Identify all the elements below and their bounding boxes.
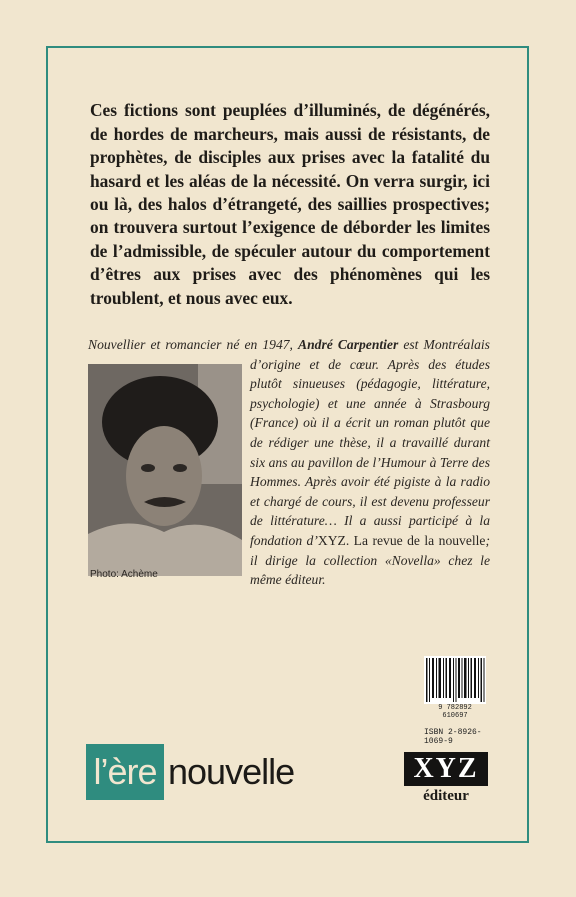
barcode-bars: [424, 656, 486, 704]
barcode: [424, 656, 486, 704]
publisher-mark: XYZ: [404, 752, 488, 786]
author-photo: [88, 364, 242, 576]
collection-logo: [86, 744, 294, 800]
bio-text: est Montréalais d’origine et de cœur. Après des études plutôt sinueuses (pédagogie, littérature, psychologie) et une année à Strasbourg (France) où il a écrit un roman plutôt que de rédiger une thèse, il a travaillé durant six ans au pavillon de l’Humour à Terre des Hommes. Après avoir été pigiste à la radio et chargé de cours, il est devenu professeur de littérature… Il a aussi participé à la fondation d’: [250, 337, 490, 548]
bio-intro: Nouvellier et romancier né en 1947,: [88, 337, 293, 352]
publisher-label: éditeur: [423, 788, 469, 804]
collection-logo-box: l’ère: [86, 744, 164, 800]
isbn: ISBN 2-8926-1069-9: [424, 728, 482, 746]
bio-xyz-revue: XYZ. La revue de la nouvelle: [317, 532, 486, 548]
collection-logo-text: nouvelle: [168, 751, 295, 792]
bio-text-end: ; il dirige la collection «Novella» chez le même éditeur.: [250, 532, 490, 588]
publisher-logo: [404, 752, 488, 805]
author-name: André Carpentier: [298, 337, 399, 352]
author-bio: [88, 335, 490, 590]
barcode-number: 9 782892 610697: [438, 704, 472, 720]
photo-credit: Photo: Achème: [90, 569, 158, 580]
back-cover-blurb: Ces fictions sont peuplées d’illuminés, de dégénérés, de hordes de marcheurs, mais aussi de résistants, de prophètes, de disciples aux prises avec la fatalité du hasard et les aléas de la nécessité. On verra surgir, ici ou là, des halos d’étrangeté, des saillies prospectives; on trouvera surtout l’exigence de déborder les limites de l’admissible, de spéculer autour du comportement d’êtres aux prises avec des phénomènes qui les troublent, et nous avec eux.: [90, 100, 490, 308]
